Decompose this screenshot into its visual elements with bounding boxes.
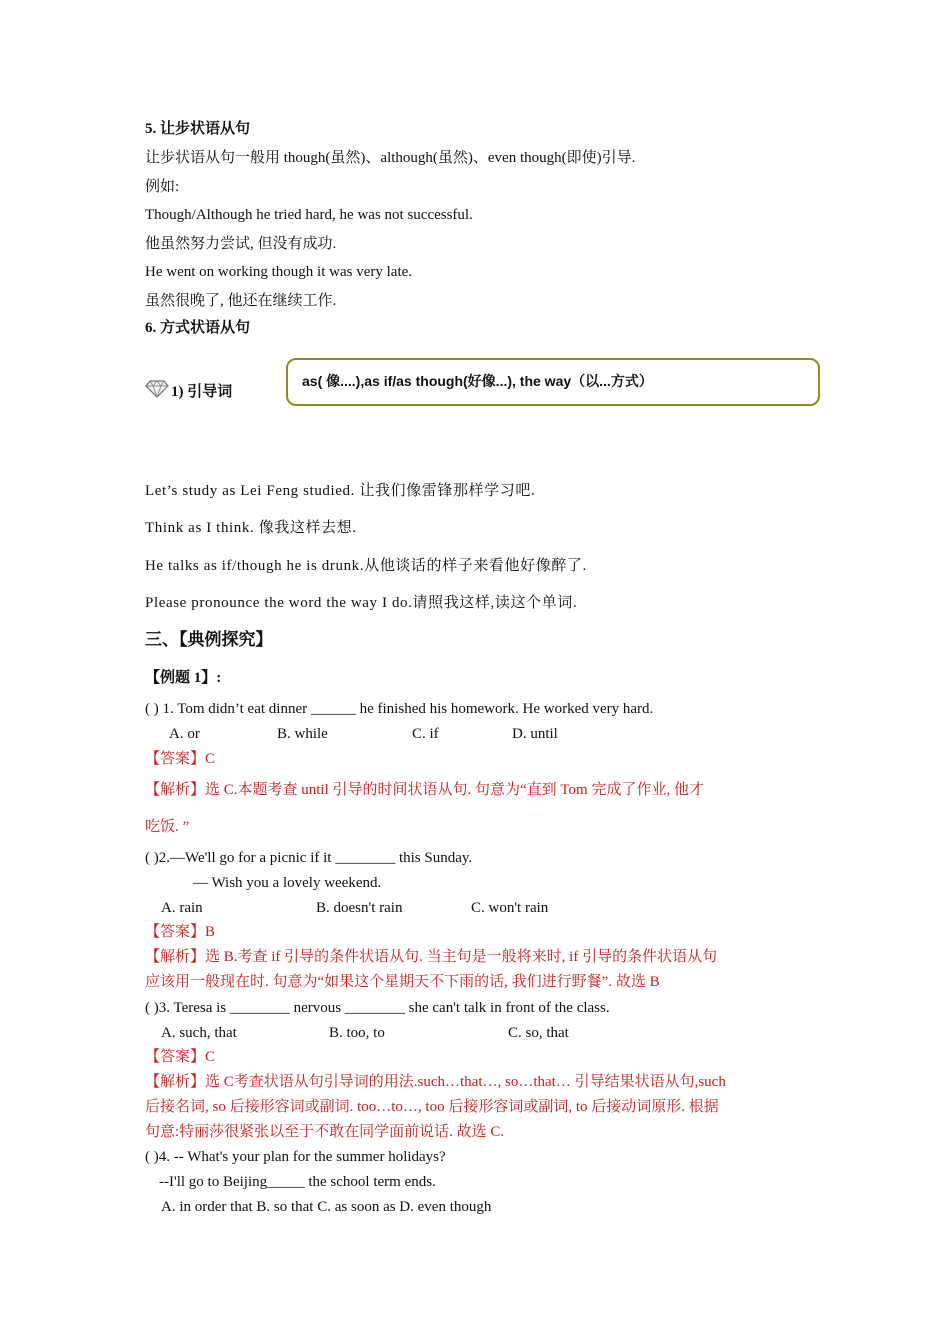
question-4-stem: ( )4. -- What's your plan for the summer holidays? [145,1149,446,1165]
option-a: A. rain [161,900,203,916]
question-3-analysis: 后接名词, so 后接形容词或副词. too…to…, too 后接形容词或副词, to 后接动词原形. 根据 [145,1099,719,1115]
question-2-stem: ( )2.—We'll go for a picnic if it ________ this Sunday. [145,850,473,866]
manner-example: Think as I think. 像我这样去想. [145,520,357,536]
question-3-stem: ( )3. Teresa is ________ nervous ________ she can't talk in front of the class. [145,1000,610,1016]
section-5-intro: 让步状语从句一般用 though(虽然)、although(虽然)、even though(即使)引导. [145,150,636,166]
diamond-icon [144,374,170,400]
question-4-reply: --I'll go to Beijing_____ the school term ends. [159,1174,436,1190]
question-3-analysis: 【解析】选 C考查状语从句引导词的用法.such…that…, so…that… 引导结果状语从句,such [145,1074,726,1090]
manner-example: Please pronounce the word the way I do.请照我这样,读这个单词. [145,595,578,611]
section-3-heading: 三、【典例探究】 [145,630,273,649]
question-1-analysis: 吃饭. ” [145,819,190,835]
example-label: 例如: [145,179,180,195]
section-6-heading: 6. 方式状语从句 [145,320,251,336]
example-line: 他虽然努力尝试, 但没有成功. [145,236,337,252]
question-3-analysis: 句意:特丽莎很紧张以至于不敢在同学面前说话. 故选 C. [145,1124,505,1140]
manner-example: Let’s study as Lei Feng studied. 让我们像雷锋那样学习吧. [145,483,536,499]
question-3-answer: 【答案】C [145,1049,216,1065]
question-1-stem: ( ) 1. Tom didn’t eat dinner ______ he finished his homework. He worked very hard. [145,701,654,717]
manner-example: He talks as if/though he is drunk.从他谈话的样子来看他好像醉了. [145,558,587,574]
question-2-analysis: 【解析】选 B.考查 if 引导的条件状语从句. 当主句是一般将来时, if 引导的条件状语从句 [145,949,718,965]
option-b: B. too, to [329,1025,385,1041]
example-title: 【例题 1】: [145,670,222,686]
option-b: B. while [277,726,328,742]
question-2-reply: — Wish you a lovely weekend. [193,875,382,891]
example-line: Though/Although he tried hard, he was not successful. [145,207,473,223]
question-2-answer: 【答案】B [145,924,216,940]
example-line: He went on working though it was very late. [145,264,413,280]
option-c: C. if [412,726,439,742]
question-2-analysis: 应该用一般现在时. 句意为“如果这个星期天不下雨的话, 我们进行野餐”. 故选 B [145,974,660,990]
section-5-heading: 5. 让步状语从句 [145,121,251,137]
question-1-analysis: 【解析】选 C.本题考查 until 引导的时间状语从句. 句意为“直到 Tom 完成了作业, 他才 [145,782,704,798]
option-d: D. until [512,726,558,742]
guide-label: 1) 引导词 [171,384,233,400]
question-1-answer: 【答案】C [145,751,216,767]
option-b: B. doesn't rain [316,900,403,916]
guide-box [286,358,820,406]
example-line: 虽然很晚了, 他还在继续工作. [145,293,337,309]
guide-box-text: as( 像....),as if/as though(好像...), the way（以...方式） [302,373,653,389]
question-4-options: A. in order that B. so that C. as soon as D. even though [161,1199,492,1215]
option-a: A. or [169,726,200,742]
option-c: C. won't rain [471,900,549,916]
option-a: A. such, that [161,1025,237,1041]
option-c: C. so, that [508,1025,569,1041]
